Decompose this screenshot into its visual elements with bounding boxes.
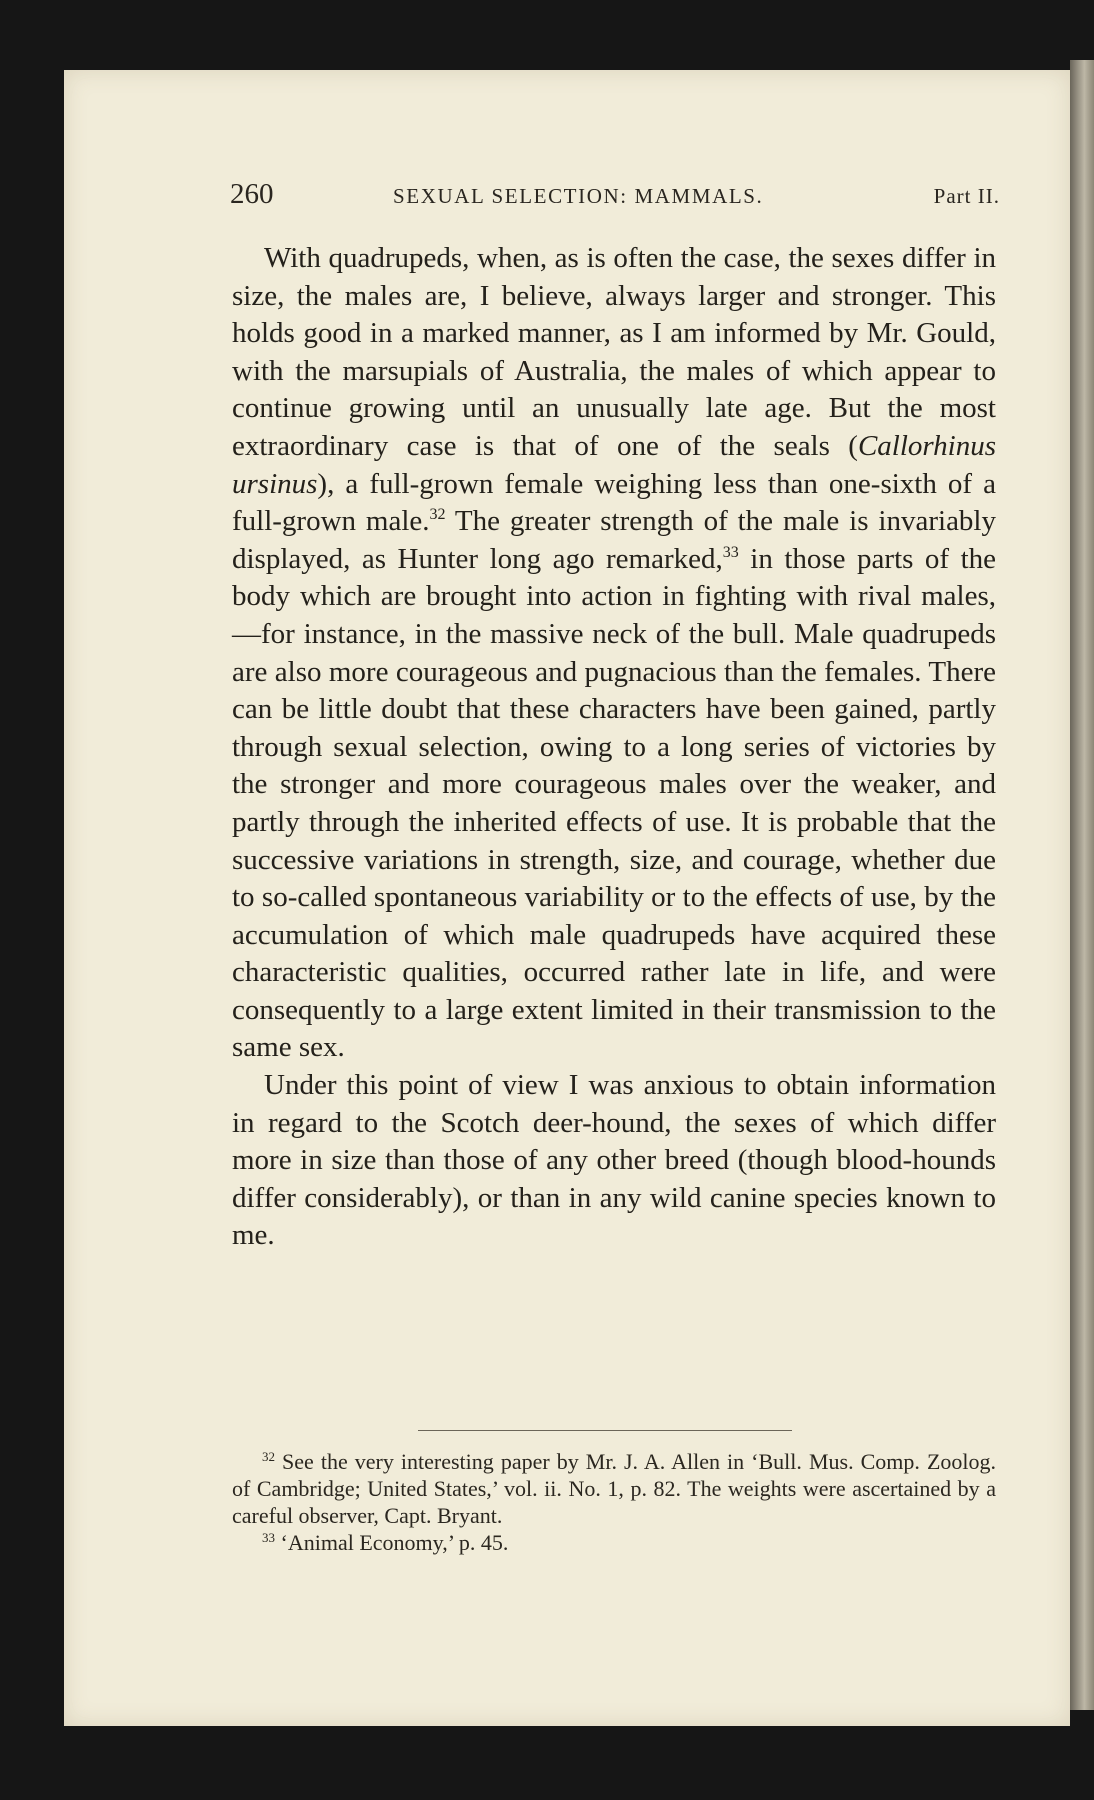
footnotes bbox=[232, 1448, 996, 1556]
adjacent-page-edge bbox=[1070, 60, 1094, 1710]
page-header bbox=[230, 178, 1000, 214]
footnote-divider bbox=[418, 1430, 792, 1431]
footnote-number: 32 bbox=[262, 1449, 275, 1464]
page-number: 260 bbox=[230, 178, 274, 210]
paragraph-text: ), a full-grown female weighing less than one-sixth of a full-grown male. bbox=[232, 467, 996, 538]
body-text bbox=[232, 240, 996, 1255]
running-title: SEXUAL SELECTION: MAMMALS. bbox=[393, 184, 764, 208]
footnote-ref[interactable]: 33 bbox=[722, 543, 739, 561]
part-label: Part II. bbox=[933, 184, 1000, 208]
paragraph: Under this point of view I was anxious to obtain information in regard to the Scotch deer-hound, the sexes of which differ more in size than those of any other breed (though blood-hounds differ considerably), or than in any wild canine species known to me. bbox=[232, 1069, 996, 1252]
footnote-text: ‘Animal Economy,’ p. 45. bbox=[280, 1530, 509, 1555]
footnote-number: 33 bbox=[262, 1530, 275, 1545]
paragraph-text: With quadrupeds, when, as is often the case, the sexes differ in size, the males are, I believe, always larger and stronger. This holds good in a marked manner, as I am informed by Mr. Gould, with the marsupials of Australia, the males of which appear to continue growing until an unusually late age. But the most extraordinary case is that of one of the seals ( bbox=[232, 242, 996, 462]
paragraph-text: in those parts of the body which are brought into action in fighting with rival males,—for instance, in the massive neck of the bull. Male quadrupeds are also more courageous and pugnacious than the females. There can be little doubt that these characters have been gained, partly through sexual selection, owing to a long series of victories by the stronger and more courageous males over the weaker, and partly through the inherited effects of use. It is probable that the successive variations in strength, size, and courage, whether due to so-called spontaneous variability or to the effects of use, by the accumulation of which male quadrupeds have acquired these characteristic qualities, occurred rather late in life, and were consequently to a large extent limited in their transmission to the same sex. bbox=[232, 542, 997, 1064]
footnote-ref[interactable]: 32 bbox=[429, 506, 446, 524]
footnote bbox=[232, 1448, 996, 1529]
footnote bbox=[232, 1529, 996, 1556]
paragraph bbox=[232, 240, 996, 1067]
species-name: Callorhinus ursinus bbox=[232, 429, 996, 500]
footnote-text: See the very interesting paper by Mr. J. A. Allen in ‘Bull. Mus. Comp. Zoolog. of Cambridge; United States,’ vol. ii. No. 1, p. 82. The weights were ascertained by a careful observer, Capt. Bryant. bbox=[232, 1449, 996, 1528]
paragraph-text: The greater strength of the male is invariably displayed, as Hunter long ago remarked, bbox=[232, 505, 996, 575]
